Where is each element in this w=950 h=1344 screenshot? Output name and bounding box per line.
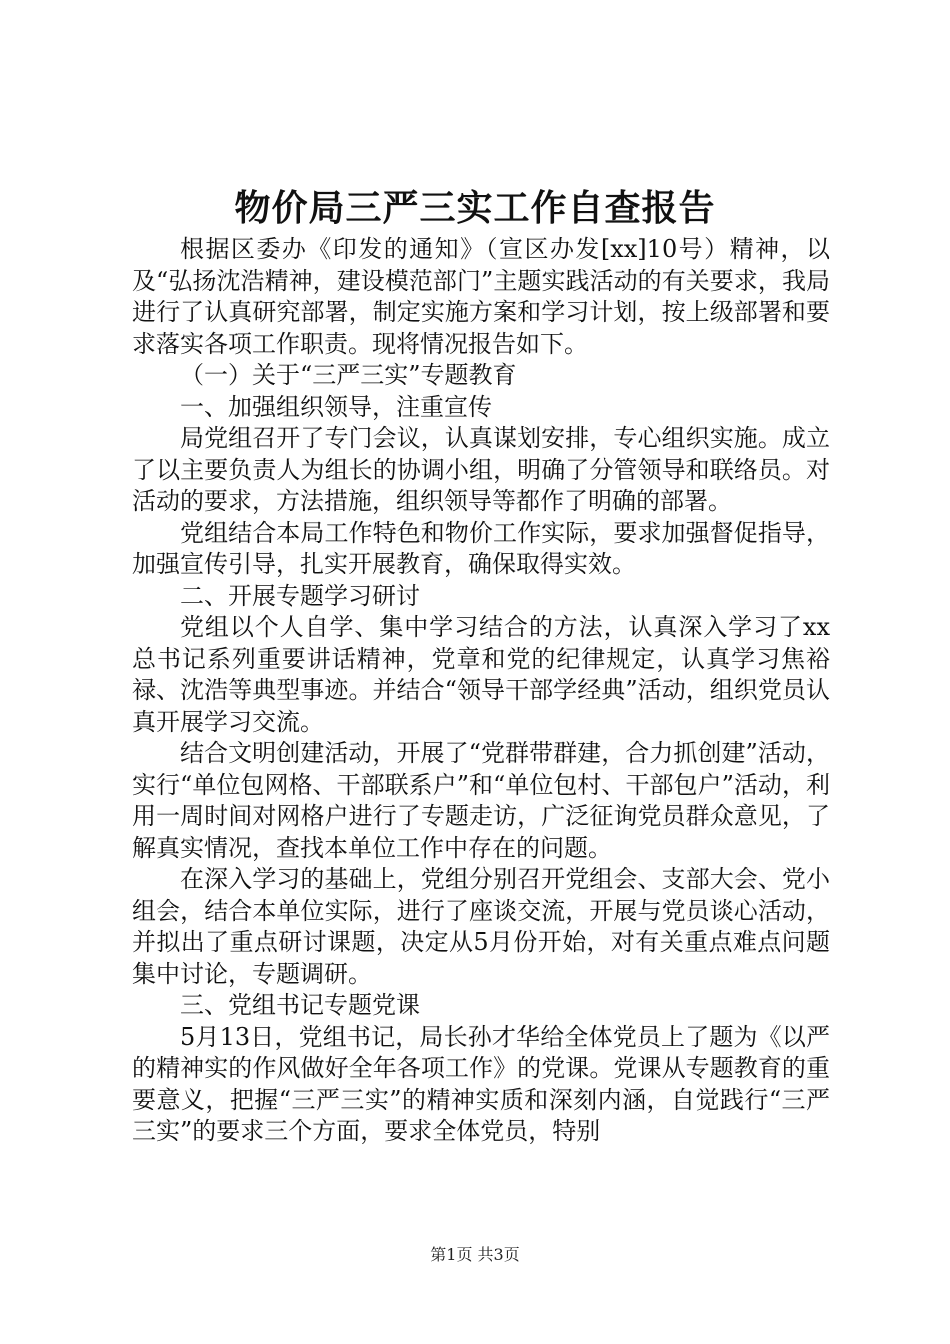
subsection-heading-3: 三、党组书记专题党课 bbox=[180, 991, 420, 1019]
paragraph: 在深入学习的基础上，党组分别召开党组会、支部大会、党小组会，结合本单位实际，进行了座谈交流，开展与党员谈心活动，并拟出了重点研讨课题，决定从5月份开始，对有关重点难点问题集中讨论，专题调研。 bbox=[132, 865, 830, 988]
page-number: 第1页 共3页 bbox=[430, 1245, 520, 1264]
subsection-heading-2: 二、开展专题学习研讨 bbox=[180, 581, 420, 610]
paragraph: 局党组召开了专门会议，认真谋划安排，专心组织实施。成立了以主要负责人为组长的协调小组，明确了分管领导和联络员。对活动的要求，方法措施，组织领导等都作了明确的部署。 bbox=[132, 424, 830, 515]
paragraph: 结合文明创建活动，开展了“党群带群建，合力抓创建”活动，实行“单位包网格、干部联系户”和“单位包村、干部包户”活动，利用一周时间对网格户进行了专题走访，广泛征询党员群众意见，了解真实情况，查找本单位工作中存在的问题。 bbox=[132, 739, 830, 862]
document-title: 物价局三严三实工作自查报告 bbox=[234, 187, 716, 229]
paragraph: 党组以个人自学、集中学习结合的方法，认真深入学习了xx总书记系列重要讲话精神，党章和党的纪律规定，认真学习焦裕禄、沈浩等典型事迹。并结合“领导干部学经典”活动，组织党员认真开展学习交流。 bbox=[132, 613, 830, 736]
paragraph: 5月13日，党组书记，局长孙才华给全体党员上了题为《以严的精神实的作风做好全年各项工作》的党课。党课从专题教育的重要意义，把握“三严三实”的精神实质和深刻内涵，自觉践行“三严三实”的要求三个方面，要求全体党员，特别 bbox=[132, 1022, 830, 1145]
section-heading-1: （一）关于“三严三实”专题教育 bbox=[180, 361, 517, 389]
paragraph: 党组结合本局工作特色和物价工作实际，要求加强督促指导，加强宣传引导，扎实开展教育，确保取得实效。 bbox=[132, 518, 830, 578]
document-body bbox=[132, 234, 830, 1148]
subsection-heading-1: 一、加强组织领导，注重宣传 bbox=[180, 392, 492, 421]
paragraph-intro: 根据区委办《印发的通知》（宣区办发[xx]10号）精神，以及“弘扬沈浩精神，建设模范部门”主题实践活动的有关要求，我局进行了认真研究部署，制定实施方案和学习计划，按上级部署和要求落实各项工作职责。现将情况报告如下。 bbox=[132, 235, 830, 358]
